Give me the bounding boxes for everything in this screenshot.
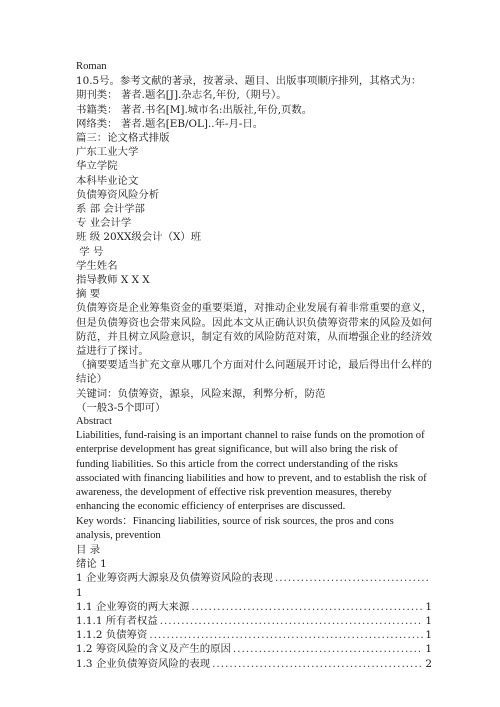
toc-entry-page: 1 bbox=[425, 629, 432, 642]
university-name: 广东工业大学 bbox=[76, 146, 139, 159]
department-line: 系 部 会计学部 bbox=[76, 203, 145, 216]
section-heading: 篇三：论文格式排版 bbox=[76, 132, 170, 145]
keywords-en: Key words：Financing liabilities, source of risk sources, the pros and cons analysis, prevention bbox=[76, 515, 394, 541]
toc-leader-dots bbox=[212, 657, 423, 671]
toc-entry bbox=[76, 600, 432, 614]
toc-leader-dots bbox=[191, 600, 423, 614]
toc-entry-page: 1 bbox=[76, 586, 83, 599]
toc-entry-page: 1 bbox=[425, 600, 432, 613]
abstract-cn: 负债筹资是企业筹集资金的重要渠道，对推动企业发展有着非常重要的意义，但是负债筹资也会带来风险。因此本文从正确认识负债筹资带来的风险及如何防范，并且树立风险意识，制定有效的风险防范对策，从而增强企业的经济效益进行了探讨。 bbox=[76, 302, 432, 358]
toc-entry-label: 1.3 企业负债筹资风险的表现 bbox=[76, 657, 211, 670]
toc-leader-dots bbox=[160, 614, 424, 628]
abstract-en: Liabilities, fund-raising is an important channel to raise funds on the promotion of enterprise development has great significance, but will also bring the risk of funding liabilities. So this article from the correct understanding of the risks associated with financing liabilities and how to prevent, and to establish the risk of awareness, the development of effective risk prevention measures, thereby enhancing the economic efficiency of enterprises are discussed. bbox=[76, 430, 427, 513]
toc-intro: 绪论 1 bbox=[76, 558, 107, 571]
toc-leader-dots bbox=[233, 642, 423, 656]
keywords-note: （一般3-5个即可） bbox=[76, 401, 166, 414]
keywords-cn: 关键词：负债筹资，源泉，风险来源，利弊分析，防范 bbox=[76, 387, 326, 400]
reference-format-intro: 10.5号。参考文献的著录，按著录、题目、出版事项顺序排列，其格式为： bbox=[76, 75, 422, 88]
class-line: 班 级 20XX级会计（X）班 bbox=[76, 231, 202, 244]
toc-entry-label: 1 企业筹资两大源泉及负债筹资风险的表现 bbox=[76, 572, 273, 585]
thesis-title: 负债筹资风险分析 bbox=[76, 188, 160, 201]
reference-format-journal: 期刊类： 著者.题名[J].杂志名,年份,（期号）。 bbox=[76, 89, 287, 102]
toc-entry-page: 2 bbox=[425, 657, 432, 670]
toc-leader-dots bbox=[149, 628, 423, 642]
document-page bbox=[76, 60, 432, 671]
toc-entry bbox=[76, 657, 432, 671]
toc-entry bbox=[76, 614, 432, 628]
reference-format-web: 网络类： 著者.题名[EB/OL]..年-月-日。 bbox=[76, 117, 264, 130]
thesis-type: 本科毕业论文 bbox=[76, 174, 139, 187]
major-line: 专 业会计学 bbox=[76, 217, 132, 230]
student-name-line: 学生姓名 bbox=[76, 259, 118, 272]
student-id-line: 学 号 bbox=[76, 245, 104, 258]
toc-entry-label: 1.1 企业筹资的两大来源 bbox=[76, 600, 190, 613]
toc-entry bbox=[76, 571, 432, 585]
toc-leader-dots bbox=[275, 571, 430, 585]
college-name: 华立学院 bbox=[76, 160, 118, 173]
abstract-heading-en: Abstract bbox=[76, 416, 112, 428]
toc-entry bbox=[76, 628, 432, 642]
toc-entry-label: 1.1.1 所有者权益 bbox=[76, 614, 158, 627]
toc-entry-label: 1.1.2 负债筹资 bbox=[76, 629, 148, 642]
abstract-note: （摘要要适当扩充文章从哪几个方面对什么问题展开讨论，最后得出什么样的结论） bbox=[76, 359, 432, 386]
toc-entry bbox=[76, 642, 432, 656]
text-line: Roman bbox=[76, 61, 107, 72]
toc-heading: 目 录 bbox=[76, 543, 101, 556]
toc-entry-page: 1 bbox=[425, 643, 432, 656]
toc-entry-page: 1 bbox=[425, 614, 432, 627]
abstract-heading-cn: 摘 要 bbox=[76, 288, 101, 301]
advisor-line: 指导教师 X X X bbox=[76, 274, 150, 287]
reference-format-book: 书籍类： 著者.书名[M].城市名:出版社,年份,页数。 bbox=[76, 103, 313, 116]
toc-entry-label: 1.2 筹资风险的含义及产生的原因 bbox=[76, 643, 231, 656]
